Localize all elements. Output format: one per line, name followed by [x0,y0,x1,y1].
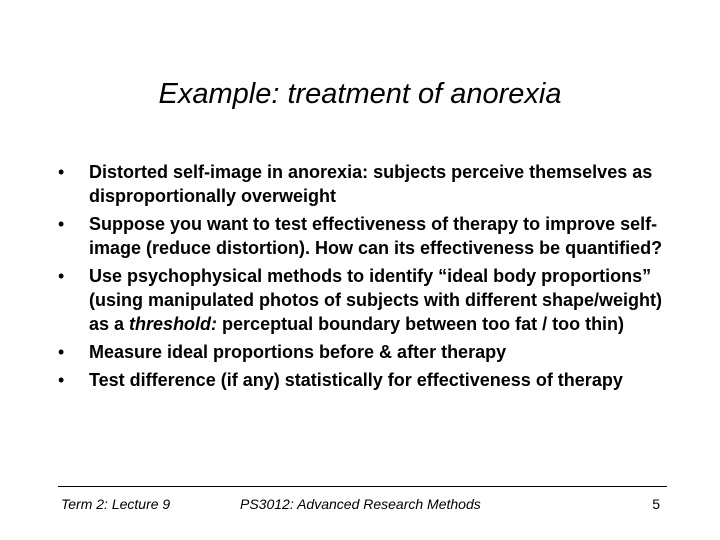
bullet-item [58,368,668,392]
bullet-list [58,160,668,396]
bullet-text-before: Use psychophysical methods to identify “ideal body proportions” (using manipulated photos of subjects with different shape/weight) as a [89,266,663,334]
bullet-item [58,340,668,364]
footer-divider [58,486,667,487]
footer-course-title: PS3012: Advanced Research Methods [240,496,481,512]
bullet-marker: • [58,214,65,234]
bullet-text-emphasis: threshold: [129,314,218,334]
bullet-text: Test difference (if any) statistically for effectiveness of therapy [89,370,623,390]
footer-page-number: 5 [652,496,660,512]
bullet-text: Distorted self-image in anorexia: subjects perceive themselves as disproportionally overweight [89,162,653,206]
slide-title: Example: treatment of anorexia [158,78,562,110]
bullet-item [58,264,668,336]
bullet-item [58,212,668,260]
footer-lecture-label: Term 2: Lecture 9 [61,496,171,512]
bullet-item [58,160,668,208]
bullet-text [89,266,662,334]
bullet-text-after: perceptual boundary between too fat / too thin) [217,314,625,334]
bullet-marker: • [58,342,65,362]
bullet-marker: • [58,266,65,286]
bullet-marker: • [58,162,65,182]
bullet-text: Suppose you want to test effectiveness of therapy to improve self-image (reduce distortion). How can its effectiveness be quantified? [89,214,663,258]
bullet-marker: • [58,370,65,390]
bullet-text: Measure ideal proportions before & after therapy [89,342,507,362]
